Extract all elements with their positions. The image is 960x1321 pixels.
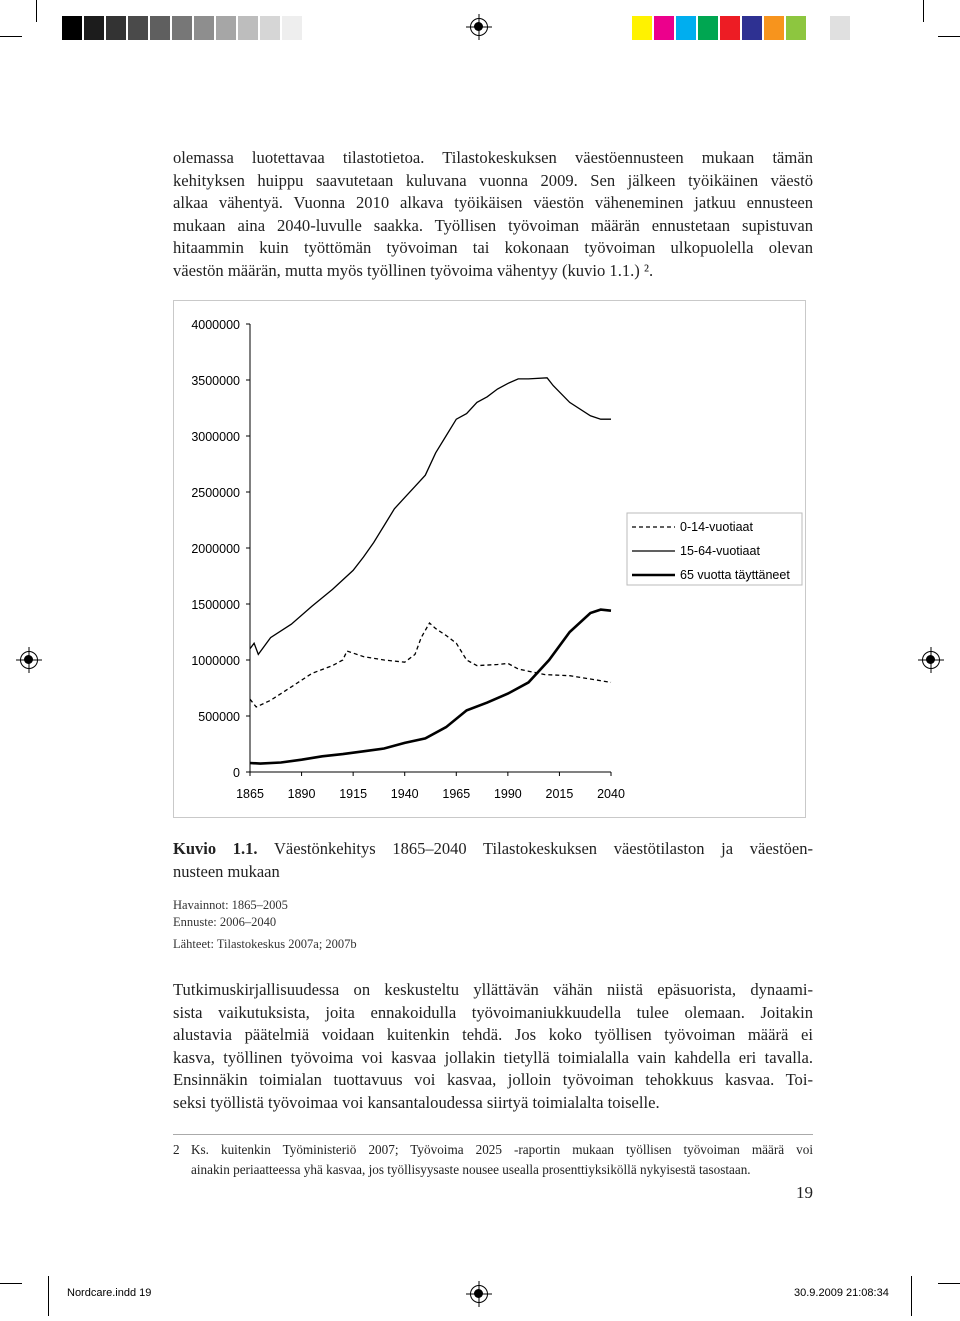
x-tick-label: 1915	[339, 787, 368, 801]
text-line: mukaan aina 2040-luvulle saakka. Työllisen työvoiman määrän ennustetaan supistuvan	[173, 215, 813, 235]
text-line: Tutkimuskirjallisuudessa on keskusteltu yllättävän vähän niistä epäsuorista, dynaami-	[173, 980, 813, 999]
gray-swatch	[128, 16, 150, 40]
x-tick-label: 1990	[493, 787, 522, 801]
y-tick-label: 500000	[198, 710, 240, 724]
gray-swatch	[260, 16, 282, 40]
x-tick-label: 1940	[390, 787, 419, 801]
y-tick-label: 3000000	[191, 430, 240, 444]
y-tick-label: 3500000	[191, 374, 240, 388]
gray-swatch	[172, 16, 194, 40]
color-swatch	[808, 16, 830, 40]
note-forecast: Ennuste: 2006–2040	[173, 915, 277, 929]
series-line-dashed	[250, 623, 611, 707]
color-swatch	[742, 16, 764, 40]
legend-label: 15-64-vuotiaat	[680, 544, 760, 558]
x-tick-label: 1890	[287, 787, 316, 801]
text-line: hitaammin kuin työttömän työvoiman tai kokonaan työvoiman ulkopuolella olevan	[173, 238, 813, 258]
crop-mark	[0, 1283, 22, 1284]
text-line: olemassa luotettavaa tilastotietoa. Tilastokeskuksen väestöennusteen mukaan tämän	[173, 148, 813, 167]
footnote-number: 2	[173, 1142, 180, 1157]
y-tick-label: 1000000	[191, 654, 240, 668]
footnote	[173, 1140, 813, 1180]
text-line: seksi työllistä työvoimaa voi kansantaloudessa siirtyä toimialalta toiselle.	[173, 1092, 660, 1112]
gray-color-bar	[62, 16, 304, 40]
gray-swatch	[194, 16, 216, 40]
crop-mark	[911, 1276, 912, 1316]
note-sources: Lähteet: Tilastokeskus 2007a; 2007b	[173, 937, 357, 951]
color-swatch	[632, 16, 654, 40]
crop-mark	[938, 1283, 960, 1284]
x-tick-label: 1865	[236, 787, 264, 801]
gray-swatch	[62, 16, 84, 40]
y-tick-label: 4000000	[191, 318, 240, 332]
x-tick-label: 2040	[597, 787, 625, 801]
color-swatch	[698, 16, 720, 40]
footnote-line: Ks. kuitenkin Työministeriö 2007; Työvoima 2025 -raportin mukaan työllisen työvoiman määrä voi	[191, 1142, 813, 1157]
caption-text-continued: nusteen mukaan	[173, 861, 280, 881]
text-line: Ensinnäkin toimialan tuottavuus voi kasvaa, jolloin työvoiman tehokkuus kasvaa. Toi-	[173, 1070, 813, 1090]
text-line: sista vaikutuksista, joita ennakoidulla työvoimaniukkuudella tulee olemaan. Joitakin	[173, 1002, 813, 1022]
footnote-line: ainakin periaatteessa yhä kasvaa, jos työllisyysaste nousee usealla prosenttiyksiköllä nykyisestä tasostaan.	[191, 1162, 751, 1177]
text-line: alkaa vähentyä. Vuonna 2010 alkava työikäisen väestön väheneminen jatkuu ennusteen	[173, 193, 813, 213]
page-number: 19	[796, 1183, 813, 1202]
y-tick-label: 0	[233, 766, 240, 780]
gray-swatch	[84, 16, 106, 40]
color-swatch	[720, 16, 742, 40]
color-swatch	[786, 16, 808, 40]
gray-swatch	[106, 16, 128, 40]
gray-swatch	[238, 16, 260, 40]
crop-mark	[938, 36, 960, 37]
footnote-rule	[173, 1134, 813, 1135]
y-tick-label: 2500000	[191, 486, 240, 500]
intro-paragraph	[173, 147, 813, 283]
registration-mark-icon	[470, 18, 488, 36]
y-tick-label: 2000000	[191, 542, 240, 556]
main-paragraph	[173, 979, 813, 1115]
series-line-thin	[250, 378, 611, 655]
slug-filename: Nordcare.indd 19	[67, 1287, 152, 1299]
x-tick-label: 2015	[545, 787, 574, 801]
population-chart	[174, 301, 805, 817]
caption-label: Kuvio 1.1.	[173, 839, 258, 858]
slug-timestamp: 30.9.2009 21:08:34	[794, 1287, 889, 1299]
legend-label: 65 vuotta täyttäneet	[680, 568, 790, 582]
x-tick-label: 1965	[442, 787, 471, 801]
crop-mark	[36, 0, 37, 22]
figure-caption	[173, 838, 813, 883]
y-tick-label: 1500000	[191, 598, 240, 612]
chart-frame	[173, 300, 806, 818]
gray-swatch	[282, 16, 304, 40]
legend-label: 0-14-vuotiaat	[680, 520, 753, 534]
registration-mark-icon	[470, 1285, 488, 1303]
series-line-thick	[250, 610, 611, 764]
cmyk-color-bar	[632, 16, 852, 40]
color-swatch	[830, 16, 852, 40]
registration-mark-icon	[20, 651, 38, 669]
color-swatch	[764, 16, 786, 40]
caption-text: Väestönkehitys 1865–2040 Tilastokeskuksen väestötilaston ja väestöen-	[257, 839, 813, 858]
note-observations: Havainnot: 1865–2005	[173, 898, 288, 912]
registration-mark-icon	[922, 651, 940, 669]
gray-swatch	[216, 16, 238, 40]
text-line: kehityksen huippu saavutetaan kuluvana vuonna 2009. Sen jälkeen työikäinen väestö	[173, 170, 813, 190]
text-line: väestön määrän, mutta myös työllinen työvoima vähentyy (kuvio 1.1.) ².	[173, 260, 654, 280]
color-swatch	[654, 16, 676, 40]
text-line: kasva, työllinen työvoima voi kasvaa jollakin tietyllä toimialalla vain kahdella eri tavalla.	[173, 1047, 813, 1067]
gray-swatch	[150, 16, 172, 40]
text-line: alustavia päätelmiä voidaan kuitenkin tehdä. Jos koko työllisen työvoiman määrä ei	[173, 1025, 813, 1045]
color-swatch	[676, 16, 698, 40]
crop-mark	[48, 1276, 49, 1316]
crop-mark	[923, 0, 924, 22]
crop-mark	[0, 36, 22, 37]
